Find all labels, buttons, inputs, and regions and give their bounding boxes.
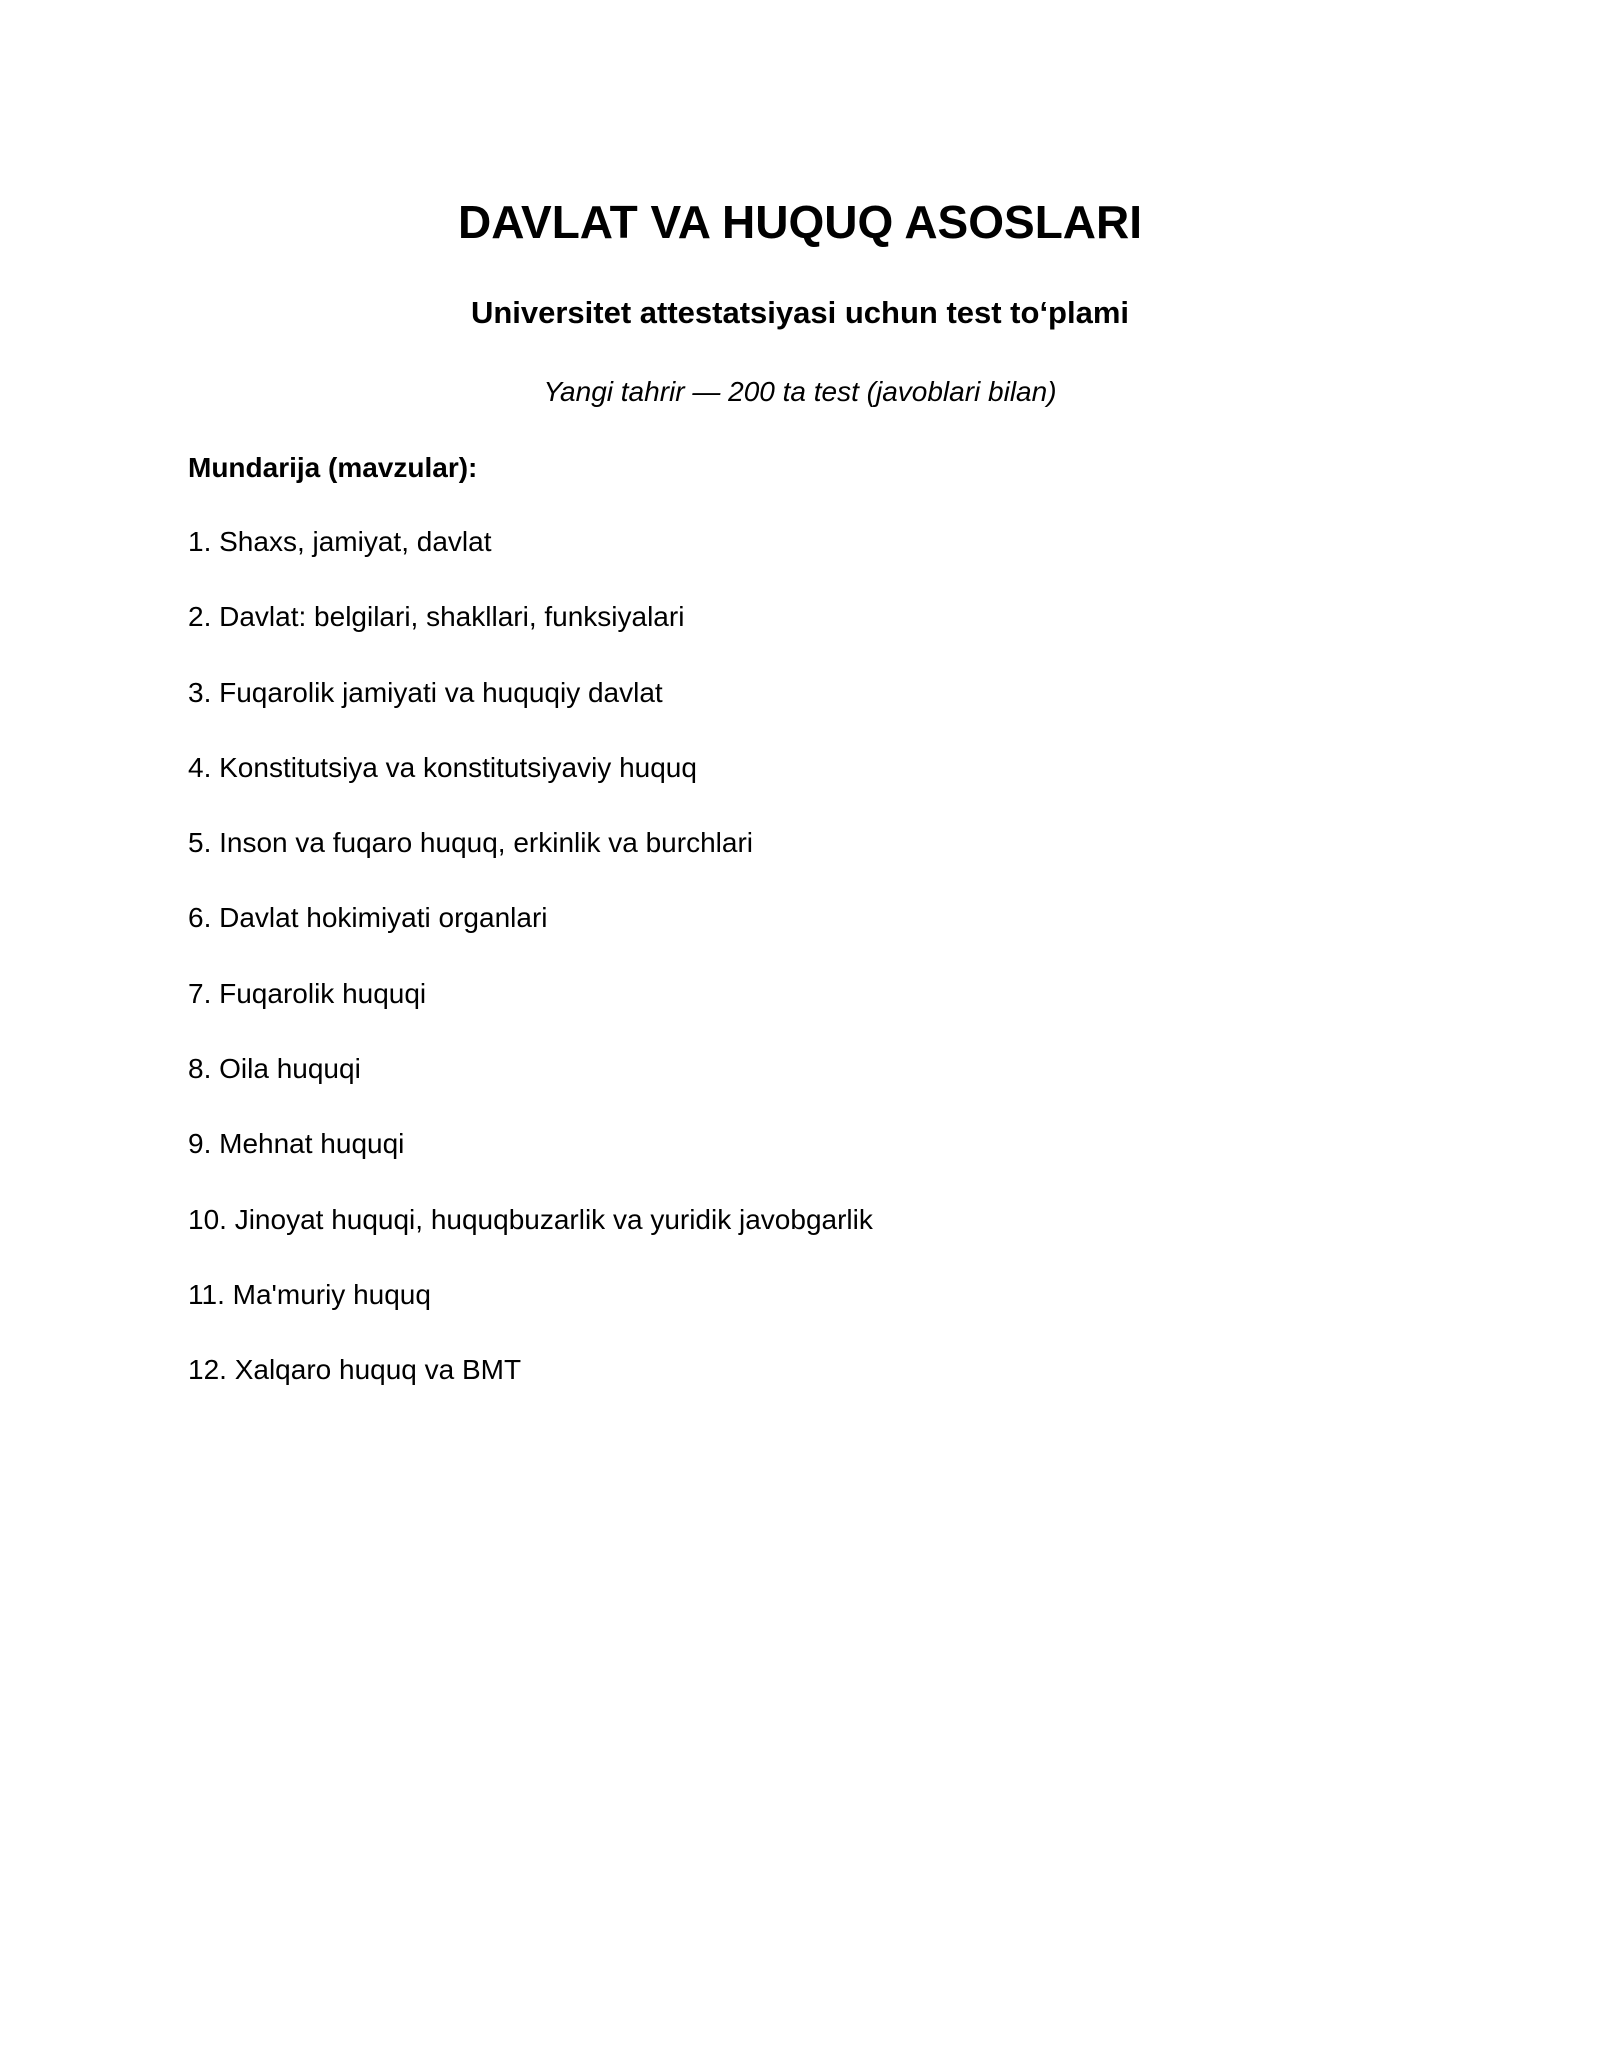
toc-item: 4. Konstitutsiya va konstitutsiyaviy huquq — [188, 751, 697, 783]
toc-item: 3. Fuqarolik jamiyati va huquqiy davlat — [188, 676, 663, 708]
toc-item: 7. Fuqarolik huquqi — [188, 977, 427, 1009]
toc-item: 2. Davlat: belgilari, shakllari, funksiyalari — [188, 601, 685, 633]
toc-item: 8. Oila huquqi — [188, 1053, 361, 1085]
toc-item: 6. Davlat hokimiyati organlari — [188, 902, 548, 934]
toc-item: 1. Shaxs, jamiyat, davlat — [188, 526, 492, 557]
edition-note: Yangi tahrir — 200 ta test (javoblari bilan) — [543, 376, 1057, 407]
toc-item: 11. Ma'muriy huquq — [188, 1278, 431, 1310]
document-title: DAVLAT VA HUQUQ ASOSLARI — [457, 196, 1143, 248]
toc-item: 5. Inson va fuqaro huquq, erkinlik va burchlari — [188, 827, 753, 859]
document-subtitle: Universitet attestatsiyasi uchun test to‘plami — [470, 295, 1130, 330]
toc-item: 10. Jinoyat huquqi, huquqbuzarlik va yuridik javobgarlik — [188, 1203, 873, 1235]
toc-list — [188, 524, 873, 1428]
toc-heading: Mundarija (mavzular): — [188, 452, 478, 483]
toc-item: 12. Xalqaro huquq va BMT — [188, 1354, 522, 1386]
toc-item: 9. Mehnat huquqi — [188, 1128, 405, 1160]
